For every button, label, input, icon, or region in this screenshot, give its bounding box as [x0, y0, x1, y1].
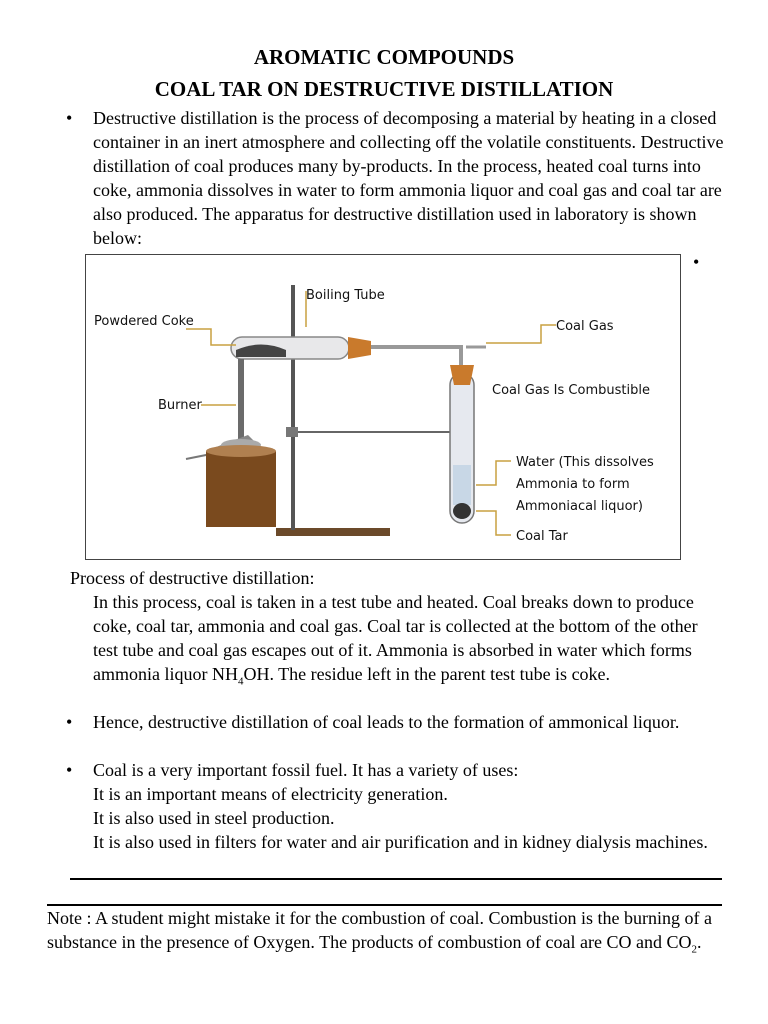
hence-paragraph: Hence, destructive distillation of coal leads to the formation of ammonical liquor. — [93, 712, 680, 732]
label-water-line1: Water (This dissolves — [516, 455, 654, 470]
process-text-end: OH. The residue left in the parent test tube is coke. — [243, 664, 611, 684]
label-coal-gas: Coal Gas — [556, 319, 614, 334]
process-paragraph — [93, 590, 723, 686]
delivery-tube — [371, 347, 461, 373]
note-end: . — [697, 932, 702, 952]
process-heading: Process of destructive distillation: — [70, 568, 315, 588]
apparatus-diagram — [86, 255, 680, 559]
process-text-main: In this process, coal is taken in a test tube and heated. Coal breaks down to produce coke, coal tar, ammonia and coal gas. Coal tar is collected at the bottom of the other test tube and coal gas escapes out of it. Ammonia is absorbed in water which forms ammonia liquor NH — [93, 592, 698, 684]
tube-stopper — [348, 337, 371, 359]
note-paragraph — [47, 906, 727, 954]
uses-item: It is also used in filters for water and air purification and in kidney dialysis machines. — [93, 832, 708, 852]
burner-base-top — [206, 445, 276, 457]
burner-stem — [238, 359, 244, 439]
coal-tar-layer — [453, 503, 471, 519]
uses-intro: Coal is a very important fossil fuel. It has a variety of uses: — [93, 760, 519, 780]
leader-coal-gas — [486, 325, 556, 343]
uses-item: It is also used in steel production. — [93, 808, 335, 828]
label-coal-tar: Coal Tar — [516, 529, 568, 544]
stand-rod — [291, 285, 295, 530]
page-title: AROMATIC COMPOUNDS — [253, 45, 515, 69]
leader-coal-tar — [476, 511, 511, 535]
leader-powdered-coke — [186, 329, 236, 345]
bullet-marker — [693, 250, 699, 274]
intro-paragraph: Destructive distillation is the process of decomposing a material by heating in a closed container in an inert atmosphere and collecting off the volatile constituents. Destructive distillation of coal produces many by-products. In the process, heated coal turns into coke, ammonia dissolves in water to form ammonia liquor and coal gas and coal tar are also produced. The apparatus for destructive distillation used in laboratory is shown below: — [93, 108, 724, 248]
bullet-marker — [66, 710, 72, 734]
label-boiling-tube: Boiling Tube — [306, 288, 385, 303]
stand-clamp — [286, 427, 298, 437]
label-powdered-coke: Powdered Coke — [94, 314, 194, 329]
label-coal-gas-combustible: Coal Gas Is Combustible — [492, 383, 650, 398]
label-burner: Burner — [158, 398, 202, 413]
receiving-stopper — [450, 365, 474, 385]
bullet-marker — [66, 106, 72, 130]
divider-line — [70, 878, 722, 880]
water-layer — [453, 465, 471, 505]
apparatus-figure — [85, 254, 681, 560]
uses-item: It is an important means of electricity generation. — [93, 784, 448, 804]
note-subscript: 2 — [691, 943, 697, 956]
label-water-line2: Ammonia to form — [516, 477, 630, 492]
note-text: Note : A student might mistake it for the combustion of coal. Combustion is the burning of a substance in the presence of Oxygen. The products of combustion of coal are CO and CO — [47, 908, 712, 952]
burner-base — [206, 451, 276, 527]
process-text-subscript: 4 — [237, 675, 244, 688]
leader-water — [476, 461, 511, 485]
bullet-marker — [66, 758, 72, 782]
label-water-line3: Ammoniacal liquor) — [516, 499, 643, 514]
page-subtitle: COAL TAR ON DESTRUCTIVE DISTILLATION — [154, 77, 614, 101]
